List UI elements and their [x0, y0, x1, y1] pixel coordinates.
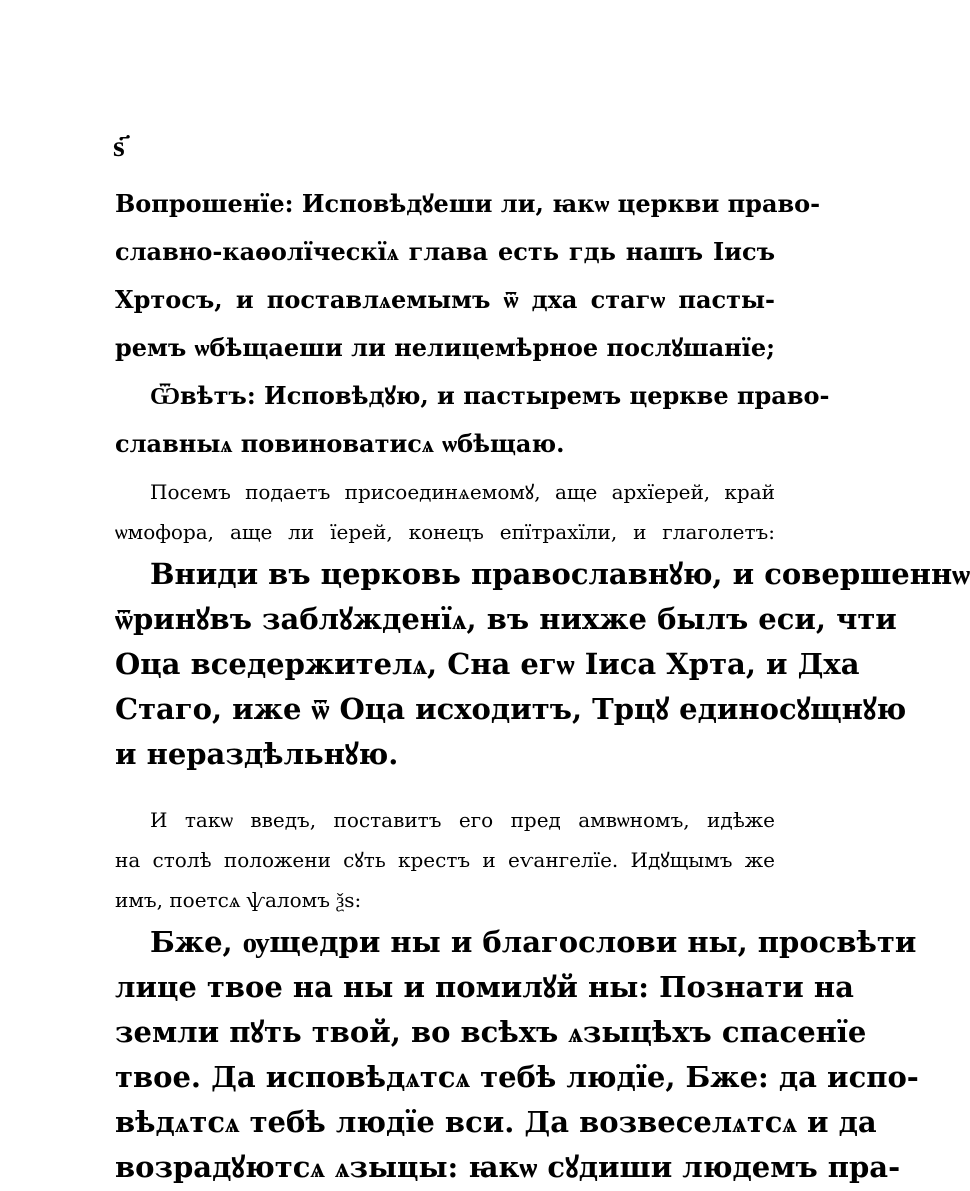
- text-line: Оца вседержителѧ, Сна егѡ Іиса Хрта, и Дха: [115, 647, 860, 681]
- text-line: Стаго, иже ѿ Оца исходитъ, Трцꙋ единосꙋщнꙋю: [115, 692, 907, 726]
- text-line: Бже, ѹщедри ны и благослови ны, просвѣти: [150, 925, 917, 959]
- rubric-paragraph: [115, 800, 775, 920]
- prayer-paragraph: [115, 552, 970, 777]
- text-line: возрадꙋютсѧ ѧзыцы: ꙗкѡ сꙋдиши людемъ пра-: [115, 1150, 901, 1184]
- text-line: И такѡ введъ, поставитъ его пред амвѡномъ, идѣже: [150, 808, 775, 832]
- text-line: славно-каѳолїческїѧ глава есть гдь нашъ Іисъ: [115, 237, 775, 266]
- text-line: земли пꙋть твой, во всѣхъ ѧзыцѣхъ спасенїе: [115, 1015, 867, 1049]
- text-line: ѡмофора, аще ли їерей, конецъ епїтрахїли, и глаголетъ:: [115, 520, 775, 544]
- text-line: ѿринꙋвъ заблꙋжденїѧ, въ нихже былъ еси, чти: [115, 602, 897, 636]
- text-line: на столѣ положени сꙋть крестъ и еѵангелїе. Идꙋщымъ же: [115, 848, 775, 872]
- rubric-paragraph: [115, 472, 775, 552]
- psalm-paragraph: [115, 920, 919, 1190]
- page-number: ѕ҃: [113, 129, 125, 164]
- text-line: лице твое на ны и помилꙋй ны: Познати на: [115, 970, 854, 1004]
- text-line: твое. Да исповѣдѧтсѧ тебѣ людїе, Бже: да испо-: [115, 1060, 919, 1094]
- text-line: славныѧ повиноватисѧ ѡбѣщаю.: [115, 429, 565, 458]
- question-paragraph: [115, 180, 821, 372]
- text-line: Хртосъ, и поставлѧемымъ ѿ дха стагѡ пасты-: [115, 285, 775, 314]
- text-line: Вниди въ церковь православнꙋю, и совершеннѡ: [150, 557, 970, 591]
- text-line: вѣдѧтсѧ тебѣ людїе вси. Да возвеселѧтсѧ и да: [115, 1105, 877, 1139]
- text-line: Посемъ подаетъ присоединѧемомꙋ, аще архїерей, край: [150, 480, 775, 504]
- text-line: и нераздѣльнꙋю.: [115, 737, 399, 771]
- text-line: ремъ ѡбѣщаеши ли нелицемѣрное послꙋшанїе;: [115, 333, 775, 362]
- text-line: имъ, поетсѧ ѱаломъ ѯѕ:: [115, 888, 362, 912]
- text-line: Ѿвѣтъ: Исповѣдꙋю, и пастыремъ церкве право-: [150, 381, 830, 410]
- text-line: Вопрошенїе: Исповѣдꙋеши ли, ꙗкѡ церкви право-: [115, 189, 821, 218]
- answer-paragraph: [115, 372, 830, 468]
